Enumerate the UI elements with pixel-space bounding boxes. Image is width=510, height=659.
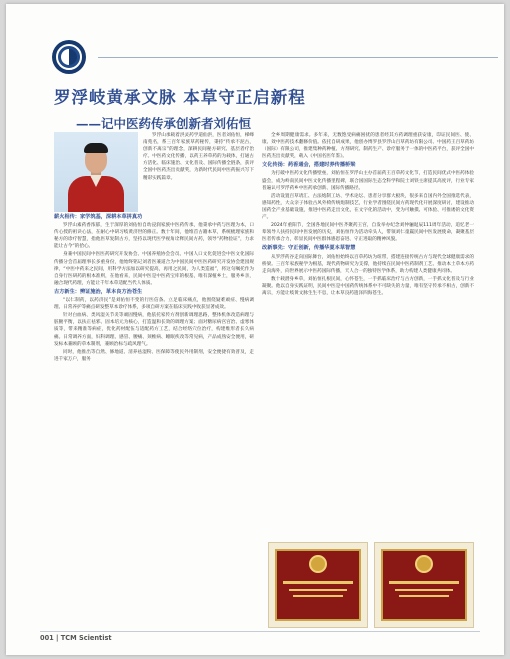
certificate-image (268, 542, 368, 628)
section-heading-culture: 文化传扬：药香通会，搭建时养传播桥梁 (262, 162, 356, 169)
body-paragraph: 身兼中国民间中医医药研究开发协会、中国养殖协会会员、中国人口文化促进会中医文化国际传播分会首届理事长多重身份，他始终铭记刘者医兼道合为中国民间中医医药研究开发协会建园规律，“中医中药来之民间，用科学方法加以研究提高，再用之民间，为人类造福”，将这句嘱托作为自身行医研药的根本准则，在他看来，民间中医是中医药宝库的根基，唯有深植乡土，服务乡亲，融合现代药理，方能让千年本草适配当代人体质。 (54, 252, 254, 286)
emblem-icon (309, 555, 327, 573)
magazine-page (6, 4, 504, 655)
page-folio: 001 | TCM Scientist (40, 634, 112, 642)
portrait-photo (54, 132, 138, 212)
publication-logo-icon (52, 40, 86, 74)
body-paragraph: 活动设置百草请汇、古法炮制工坊、学术论坛、患者分享群大板块，很多来自国内外全国推选代表，感知药性，大众亲子体验古风外椅传统炮制技艺，行业学者围绕民间方药现代化开展深度研讨，建设推动国药全产业基础设施，推进中医药走出文化，在文字化的活动中，变为可触摸、可体验、可推诿的文化资产。 (262, 193, 474, 221)
section-heading-formulas: 古方新生：辨证施治，革本良方治苍生 (54, 288, 143, 295)
body-paragraph: 全乡周期健康需求。多年来，无数饱受病痛困扰的患者经其方药调理重获安康，印证民间医、使、康、效中医药技术翻修价值。依托自研成果，他创办博罗县罗浮山百草药坊有限公司、中国药王百草药坊（国际）有限公司，推建集种药种植、方剂研究、制药生产、诊疗服务于一体的中医药平台，获评全国中医药杰出贡献奖，载入《中国名医年鉴》。 (262, 133, 474, 160)
footer-rule (40, 631, 480, 632)
body-paragraph: 为打破中医药文化传播壁垒，刘佑恒在罗浮山主办首届药王百草药文化节，打造民间优式中医药体验盛会，成为岭南民间中医文化传播里程碑，联合国国际生态全科学和院士刘铁主席提其高度评，行业专家普遍认可罗浮药乡中医药承创新、国际传播路径。 (262, 171, 474, 191)
intro-paragraph: 罗浮山承载着洪灵药学道仙洪，医者刘佑恒，梯峰南苑名，系三百年家族草药秘传，秉持“传承不泥古，创新不离宗”的理念，深耕民间秘方研究、基层者疗治疗。中医药文化传播，以药王养草药的为载体，打通古方活化、临床施治、文化普及、国际传播全链条，获评全国中医药杰出贡献奖，为新时代民间中医药振兴写下精彩实践篇章。 (143, 133, 254, 181)
body-paragraph: 针对白血病、类风湿关节炎等顽固慢病，他依托家传方剂创新调理思路，整体机体改造病理与脏腑平衡，以扶正祛邪、固本培元为核心，打造温和长效的调理方案；面对糖尿病宫宫治、虚寒体质等，带来精准等病症，优化药材配伍与适配药方工艺，结合经络穴位治疗，构建维形者长久病痛。日常调养方面，妇科调理、感冒、腰痛、颈椎病、睡眠疾改等常见病，产品成熟安全便用，研发标本兼顾的草本制剂，兼顾治标与疏风理气。 (54, 313, 254, 347)
left-column (54, 132, 254, 364)
certificate-image (374, 542, 474, 628)
section-heading-heritage: 薪火相传：家学筑基，深耕本草拼真功 (54, 214, 143, 220)
right-column (262, 132, 474, 298)
article-title: 罗浮岐黄承文脉 本草守正启新程 (54, 88, 306, 107)
body-paragraph: 同时，他推出等自然、修地道、清养祛湿粉、医保障等使民外用制剂，安全便捷有效普及，走进千家万户，服务 (54, 349, 254, 362)
body-paragraph: 罗浮山素药香浓郁，生于深厚的刘佑恒自幼浸润家族中医药传承，他秉承中药与医理为本，口传心授的祖诀心法，在耐心中研习岐黄济世的修正。数十年间，他堆首古籍本草，系统梳理家族和秘方的诊疗智慧，指他医草复制古方，坚持以现代医学视角诠释民间方药，领导“药物验证”，力求能让古今“的拾心。 (54, 223, 254, 250)
body-paragraph: “以仁制药，以药济民”是刘佑恒不变的行医信条。立足临床痛点，他围绕疑难顽症、慢病调理、日常养护等痛点研发整草本诊疗体系，多项自研方案在临床实践中收获显著成效。 (54, 298, 254, 311)
header-rule (98, 57, 498, 58)
intro-block (54, 132, 254, 212)
body-paragraph: 2024年重阳节，全国各地民间中医齐聚药王宫，自发举办纪念刘仲骊诞辰111周年活动，追忆老一辈领导人扶持民间中医发展的历史，刘佑恒作为活动牵头人，带领刘仁童赢民间中医发展使命，凝聚基层医者传承合力，彰显民间中医群体感恩奋进、守正进取的精神风貌。 (262, 223, 474, 243)
article-subtitle: ——记中医药传承创新者刘佑恒 (76, 116, 252, 131)
emblem-icon (415, 555, 433, 573)
certificates-photo (268, 542, 474, 628)
body-paragraph: 数十载潜身乡草，刘佑恒扎根民间，心怀苍生，一手抓临床治疗与古方创新，一手抓文化普及与行业凝聚。他以自身实践证明，民间中医是中国药传统体系中不可缺失的力量，唯有坚守传承不相古，创新不离宗，方能让岐黄文脉生生不息，让本草良药遗泽四海苍生。 (262, 276, 474, 296)
body-paragraph: 从罗浮药谷走向国际舞台，刘佑恒始终以百草药坊为纽带，搭建连接传统古方与现代全球健康需求的桥梁。三百年家族秘学为根基，现代药物研究为支撑，他持续在民间中医药制剂工艺、推动本土草本方药走向海外，向世界展示中医药国际传播，天人合一的独特医学体系，助力构建人类健康共同体。 (262, 254, 474, 274)
section-heading-innovation: 改新事先：守正创新，传播华夏本草智慧 (262, 245, 356, 252)
